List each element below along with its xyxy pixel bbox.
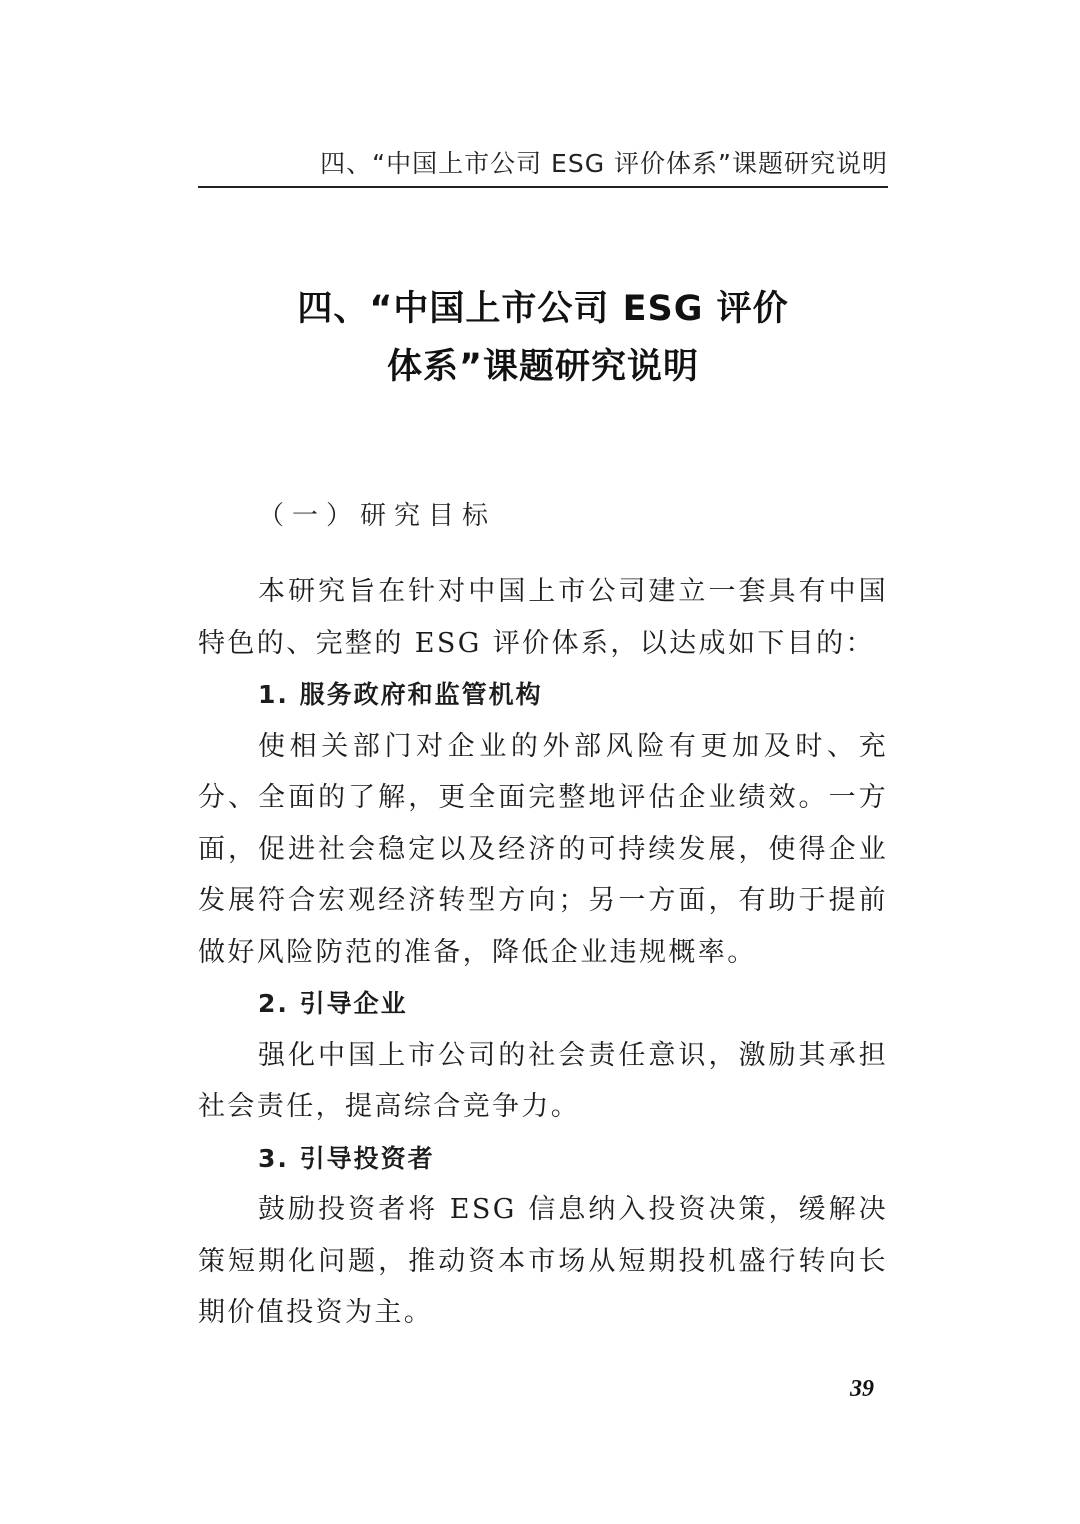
section-heading: （一）研究目标	[258, 501, 497, 531]
chapter-title-line-1: 四、“中国上市公司 ESG 评价	[297, 289, 789, 329]
item-paragraph-enterprise: 强化中国上市公司的社会责任意识，激励其承担社会责任，提高综合竞争力。	[198, 1039, 888, 1122]
running-header: 四、“中国上市公司 ESG 评价体系”课题研究说明	[320, 149, 888, 178]
intro-paragraph: 本研究旨在针对中国上市公司建立一套具有中国特色的、完整的 ESG 评价体系，以达成如下目的：	[198, 576, 888, 659]
page-number: 39	[850, 1376, 874, 1402]
item-heading-government: 1. 服务政府和监管机构	[258, 680, 543, 709]
item-heading-enterprise: 2. 引导企业	[258, 989, 408, 1018]
chapter-title-line-2: 体系”课题研究说明	[386, 347, 699, 387]
body-text	[198, 566, 888, 1339]
header-rule	[198, 186, 888, 188]
item-heading-investor: 3. 引导投资者	[258, 1143, 435, 1173]
item-paragraph-government: 使相关部门对企业的外部风险有更加及时、充分、全面的了解，更全面完整地评估企业绩效。一方面，促进社会稳定以及经济的可持续发展，使得企业发展符合宏观经济转型方向；另一方面，有助于提前做好风险防范的准备，降低企业违规概率。	[198, 730, 888, 968]
item-paragraph-investor: 鼓励投资者将 ESG 信息纳入投资决策，缓解决策短期化问题，推动资本市场从短期投机盛行转向长期价值投资为主。	[198, 1194, 888, 1328]
chapter-title	[198, 280, 888, 396]
